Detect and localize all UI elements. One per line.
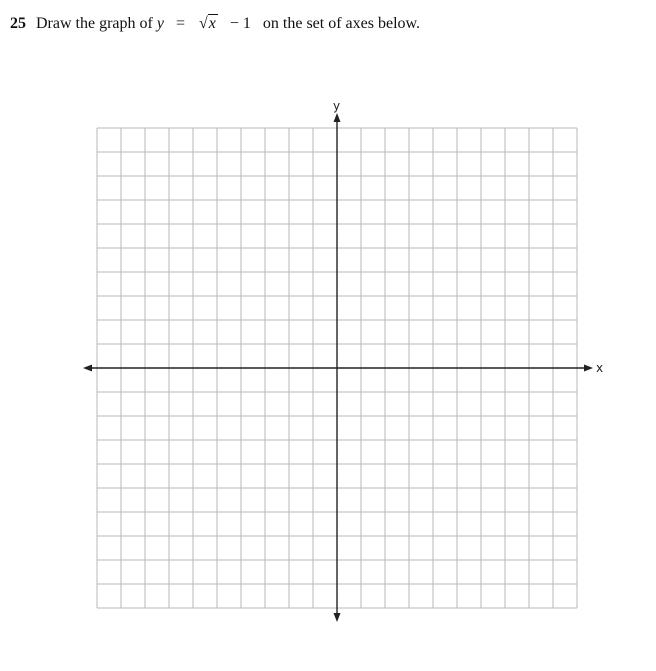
radical-sign-icon: √ [198, 15, 208, 32]
axes [83, 99, 603, 622]
y-axis-arrow-up-icon [334, 113, 341, 122]
question-prefix: Draw the graph of [36, 15, 153, 32]
equals-sign: = [175, 15, 185, 32]
x-axis-label: x [596, 361, 604, 375]
question-suffix: on the set of axes below. [262, 15, 421, 32]
y-axis-label: y [333, 99, 341, 113]
x-axis-arrow-left-icon [83, 365, 92, 372]
y-axis-arrow-down-icon [334, 613, 341, 622]
lhs-variable: y [156, 15, 164, 32]
radicand: x [208, 15, 216, 32]
x-axis-arrow-right-icon [584, 365, 593, 372]
question-number: 25 [10, 15, 26, 32]
minus-term: − 1 [229, 15, 251, 32]
